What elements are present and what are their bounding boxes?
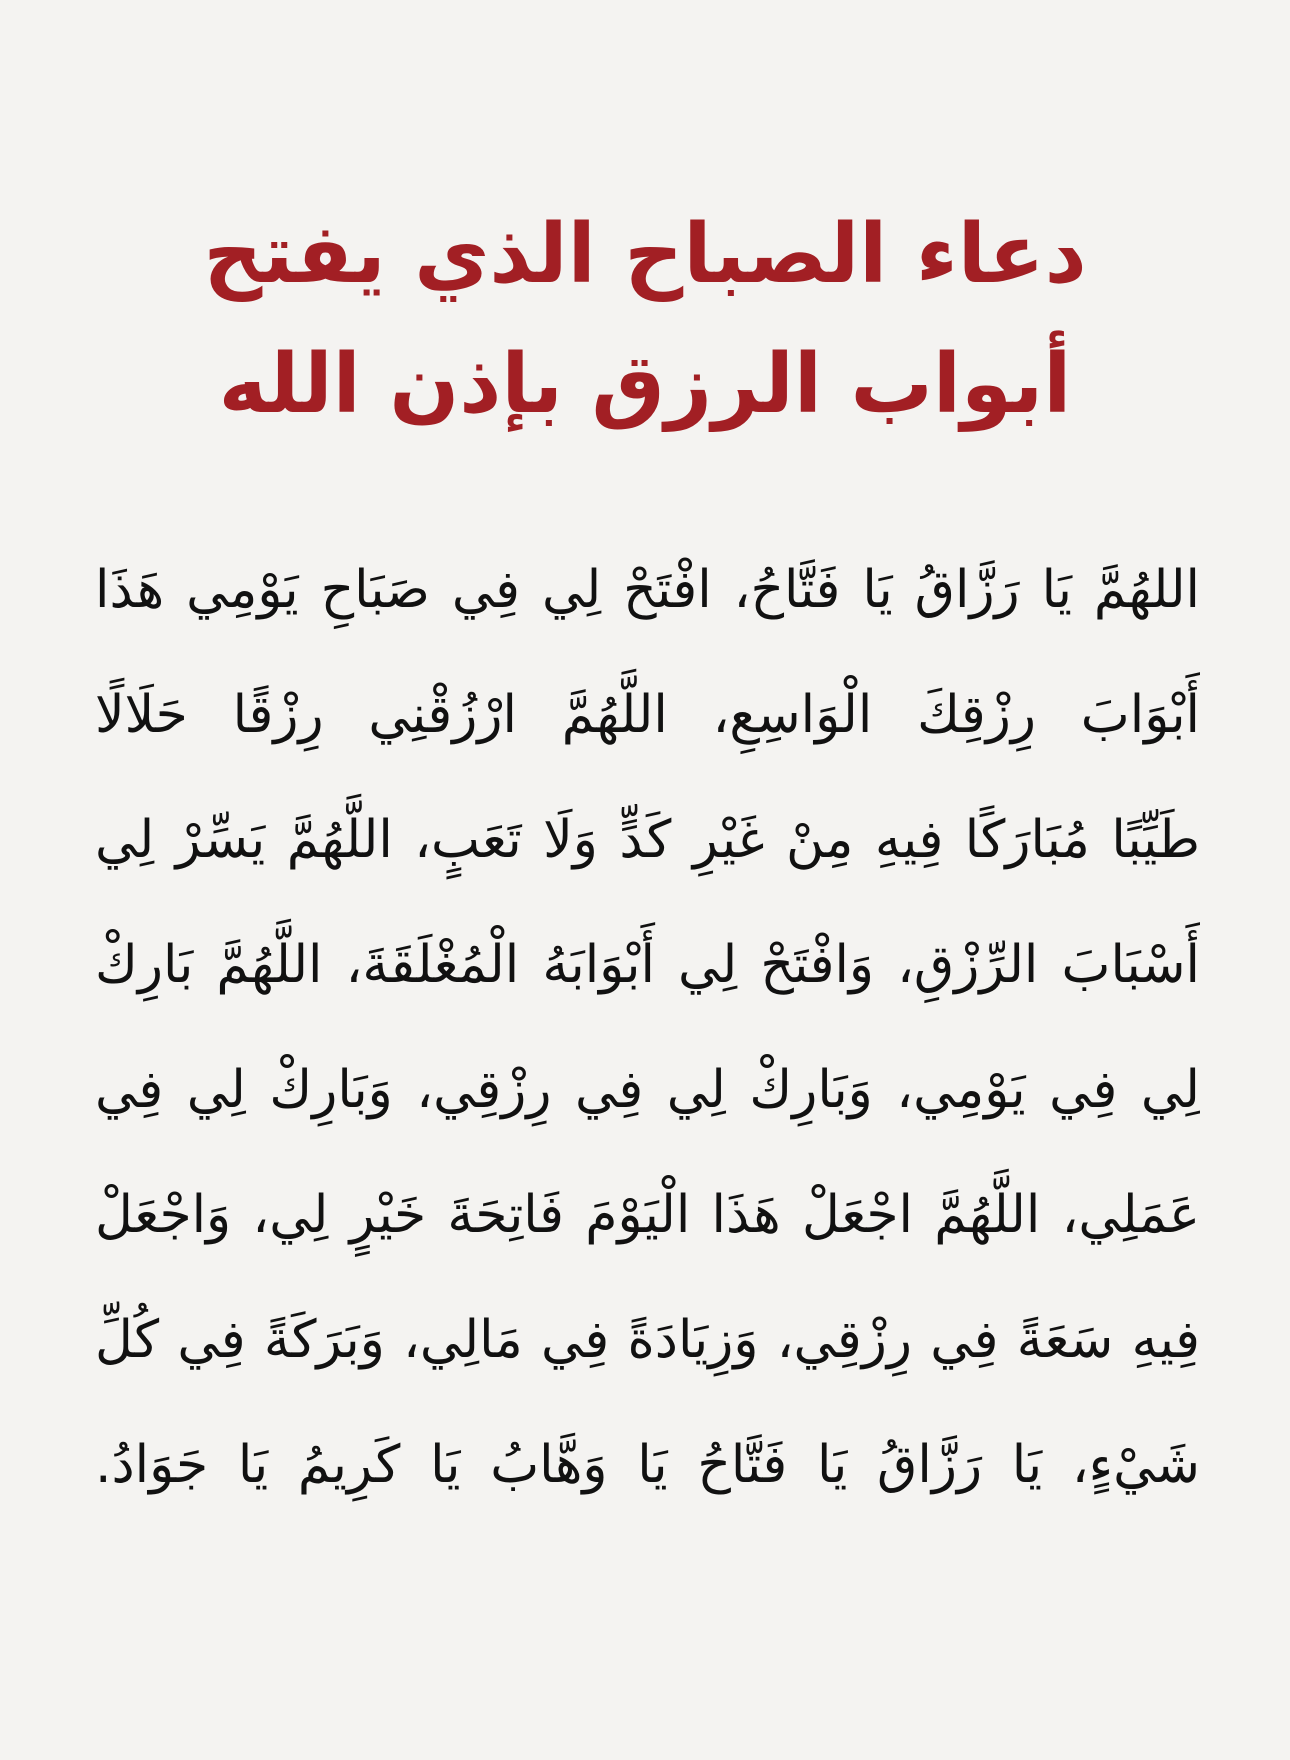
title-line-1: دعاء الصباح الذي يفتح <box>203 207 1087 302</box>
dua-line: لِي فِي يَوْمِي، وَبَارِكْ لِي فِي رِزْقِي، وَبَارِكْ لِي فِي <box>95 1060 1200 1120</box>
dua-line: طَيِّبًا مُبَارَكًا فِيهِ مِنْ غَيْرِ كَدٍّ وَلَا تَعَبٍ، اللَّهُمَّ يَسِّرْ لِي <box>95 810 1200 870</box>
page-title <box>120 190 1170 450</box>
dua-line: عَمَلِي، اللَّهُمَّ اجْعَلْ هَذَا الْيَوْمَ فَاتِحَةَ خَيْرٍ لِي، وَاجْعَلْ <box>95 1185 1200 1245</box>
dua-line: اللهُمَّ يَا رَزَّاقُ يَا فَتَّاحُ، افْتَحْ لِي فِي صَبَاحِ يَوْمِي هَذَا <box>95 560 1200 620</box>
dua-text <box>95 528 1200 1528</box>
dua-line: فِيهِ سَعَةً فِي رِزْقِي، وَزِيَادَةً فِي مَالِي، وَبَرَكَةً فِي كُلِّ <box>95 1310 1200 1370</box>
dua-line: شَيْءٍ، يَا رَزَّاقُ يَا فَتَّاحُ يَا وَهَّابُ يَا كَرِيمُ يَا جَوَادُ. <box>95 1435 1200 1495</box>
title-line-2: أبواب الرزق بإذن الله <box>218 337 1072 432</box>
dua-line: أَسْبَابَ الرِّزْقِ، وَافْتَحْ لِي أَبْوَابَهُ الْمُغْلَقَةَ، اللَّهُمَّ بَارِكْ <box>95 935 1200 995</box>
dua-line: أَبْوَابَ رِزْقِكَ الْوَاسِعِ، اللَّهُمَّ ارْزُقْنِي رِزْقًا حَلَالًا <box>95 685 1200 745</box>
